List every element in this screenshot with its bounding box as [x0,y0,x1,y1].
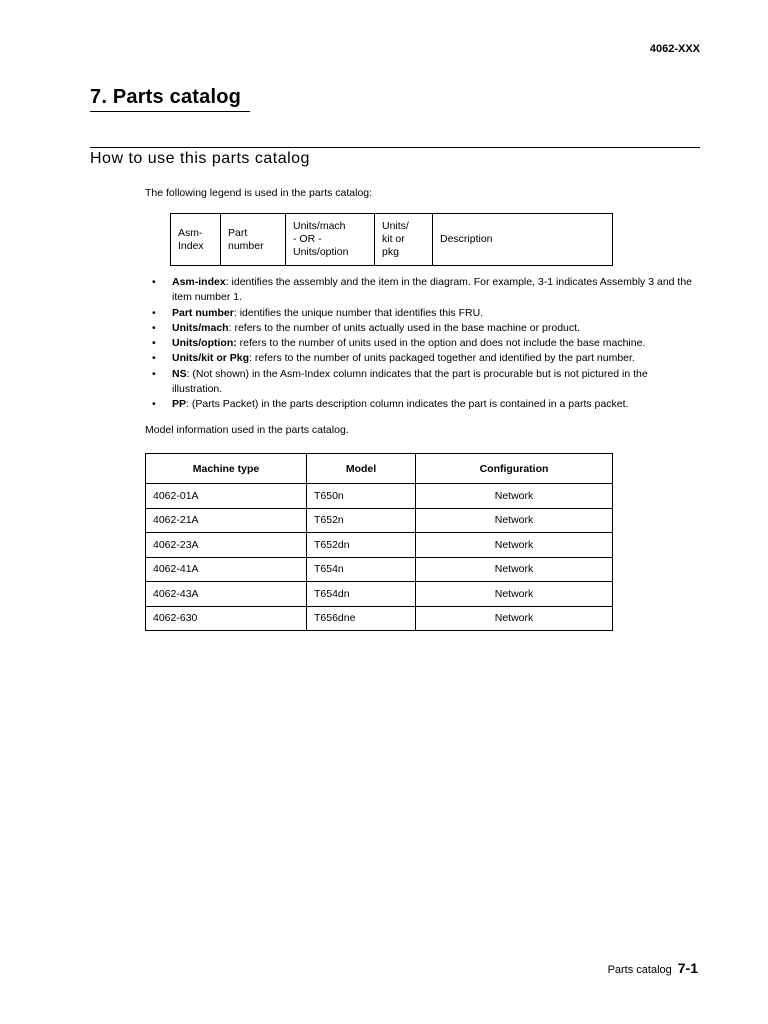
configuration-cell: Network [416,533,613,558]
bullet-icon: • [152,337,156,350]
model-cell: T654n [307,557,416,582]
model-cell: T652n [307,508,416,533]
legend-header-units-label: Units/mach - OR - Units/option [293,220,349,258]
legend-header-part-number-label: Part number [228,226,264,252]
legend-table [170,213,613,266]
legend-header-part-number [221,214,286,266]
column-header-machine-type: Machine type [146,454,307,484]
definition-text: : identifies the assembly and the item in the diagram. For example, 3-1 indicates Assembly 3 and the item number 1. [172,276,693,304]
definition-term: Part number [172,306,234,319]
model-table [145,453,613,631]
list-item [152,275,697,306]
definition-term: Units/mach [172,321,229,334]
bullet-icon: • [152,306,156,319]
definition-term: Units/option: [172,337,237,350]
configuration-cell: Network [416,484,613,509]
chapter-title: 7. Parts catalog [90,86,242,108]
table-row [146,484,613,509]
column-header-model: Model [307,454,416,484]
table-row [146,557,613,582]
machine-type-cell: 4062-43A [146,582,307,607]
model-cell: T656dne [307,606,416,631]
legend-header-asm-index [171,214,221,266]
definition-text: : refers to the number of units actually used in the base machine or product. [228,321,580,334]
document-id: 4062-XXX [649,43,700,55]
table-row [146,533,613,558]
definition-term: PP [172,398,187,411]
list-item [152,306,697,321]
legend-header-description [433,214,613,266]
model-intro-text: Model information used in the parts catalog. [145,424,349,436]
bullet-icon: • [152,398,156,411]
definition-text: : identifies the unique number that identifies this FRU. [233,306,484,319]
definition-text: : refers to the number of units packaged together and identified by the part number. [249,352,635,365]
legend-intro-text: The following legend is used in the parts catalog: [145,187,373,199]
section-divider [90,147,700,148]
legend-table-header-row [171,214,613,266]
model-cell: T654dn [307,582,416,607]
footer-section-label: Parts catalog [607,964,672,976]
machine-type-cell: 4062-01A [146,484,307,509]
definition-text: refers to the number of units used in the option and does not include the base machine. [236,337,646,350]
definition-term: NS [172,367,187,380]
model-cell: T652dn [307,533,416,558]
legend-header-description-label: Description [440,233,493,245]
definition-term: Units/kit or Pkg [172,352,250,365]
machine-type-cell: 4062-21A [146,508,307,533]
configuration-cell: Network [416,508,613,533]
legend-header-units-kit-label: Units/ kit or pkg [382,220,409,258]
column-header-configuration: Configuration [416,454,613,484]
machine-type-cell: 4062-23A [146,533,307,558]
list-item [152,336,697,351]
legend-header-units [286,214,375,266]
legend-definitions-list [152,275,697,413]
bullet-icon: • [152,352,156,365]
configuration-cell: Network [416,557,613,582]
machine-type-cell: 4062-41A [146,557,307,582]
model-cell: T650n [307,484,416,509]
table-row [146,508,613,533]
bullet-icon: • [152,367,156,380]
legend-header-units-kit [375,214,433,266]
definition-text: : (Parts Packet) in the parts description column indicates the part is contained in a parts packet. [186,398,629,411]
list-item [152,397,697,412]
definition-text: : (Not shown) in the Asm-Index column indicates that the part is procurable but is not pictured in the illustration. [172,367,648,396]
list-item [152,321,697,336]
legend-header-asm-index-label: Asm- Index [178,226,204,252]
page-number: 7-1 [677,960,698,976]
table-row [146,582,613,607]
section-title: How to use this parts catalog [90,150,310,167]
configuration-cell: Network [416,582,613,607]
list-item [152,351,697,366]
table-row [146,606,613,631]
definition-term: Asm-index [172,276,226,288]
chapter-title-underline [90,111,250,112]
page-footer [560,960,698,978]
bullet-icon: • [152,321,156,334]
machine-type-cell: 4062-630 [146,606,307,631]
model-table-header-row [146,454,613,484]
bullet-icon: • [152,276,156,288]
list-item [152,367,697,398]
configuration-cell: Network [416,606,613,631]
